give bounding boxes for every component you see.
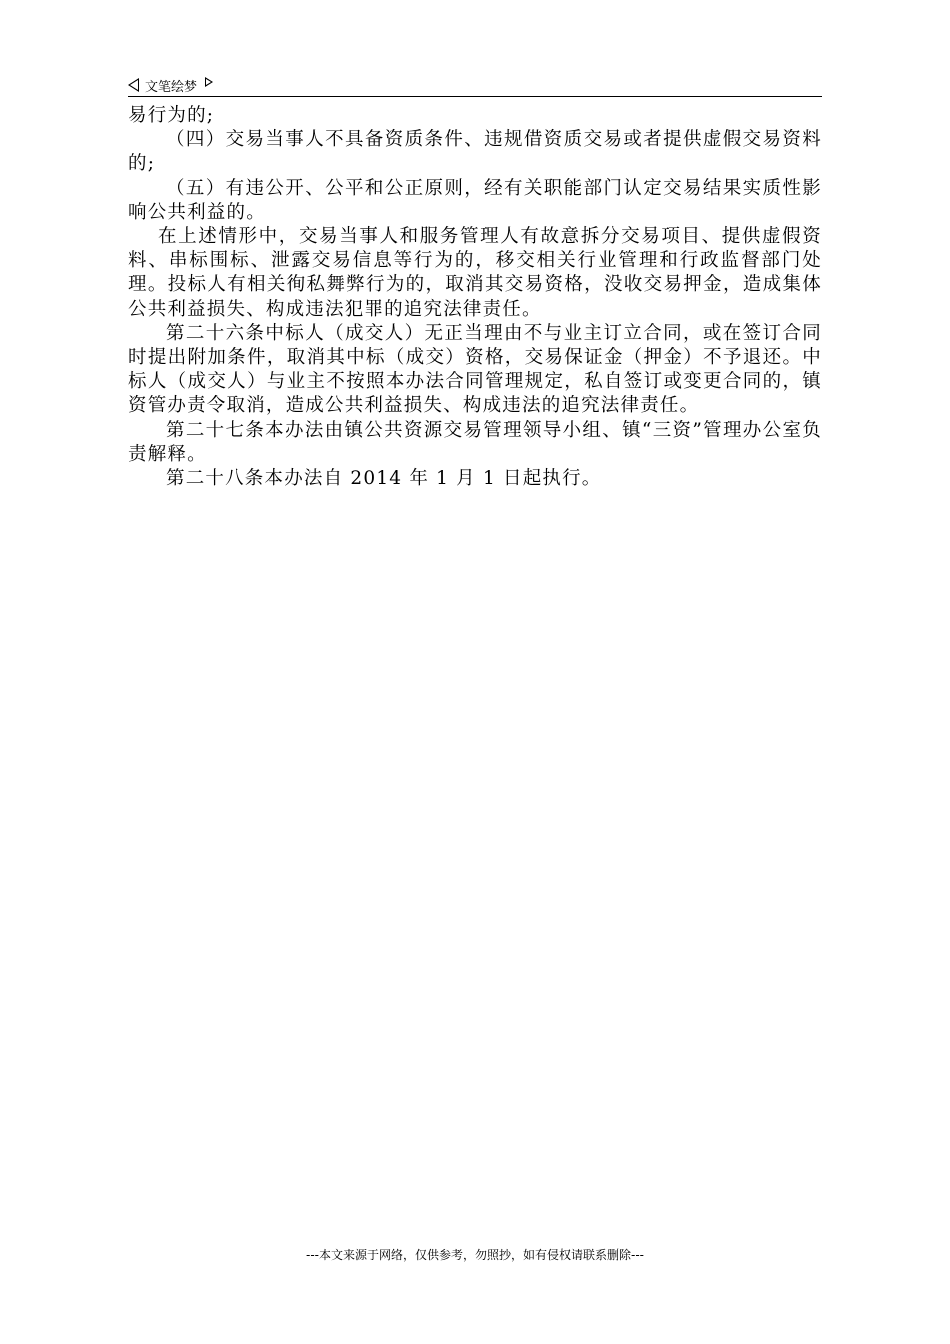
paragraph: 在上述情形中，交易当事人和服务管理人有故意拆分交易项目、提供虚假资料、串标围标、泄露交易信息等行为的，移交相关行业管理和行政监督部门处理。投标人有相关徇私舞弊行为的，取消其交易资格，没收交易押金，造成集体公共利益损失、构成违法犯罪的追究法律责任。 xyxy=(128,226,822,320)
paragraph: 第二十七条本办法由镇公共资源交易管理领导小组、镇“三资”管理办公室负责解释。 xyxy=(128,419,822,465)
document-body xyxy=(128,104,822,491)
page-header xyxy=(128,74,822,97)
triangle-right-icon xyxy=(205,77,213,87)
page-footer: ---本文来源于网络，仅供参考，勿照抄，如有侵权请联系删除--- xyxy=(306,1248,644,1262)
paragraph: 第二十六条中标人（成交人）无正当理由不与业主订立合同，或在签订合同时提出附加条件，取消其中标（成交）资格，交易保证金（押金）不予退还。中标人（成交人）与业主不按照本办法合同管理规定，私自签订或变更合同的，镇资管办责令取消，造成公共利益损失、构成违法的追究法律责任。 xyxy=(128,322,822,417)
paragraph: （五）有违公开、公平和公正原则，经有关职能部门认定交易结果实质性影响公共利益的。 xyxy=(128,177,822,223)
paragraph: 易行为的; xyxy=(128,105,215,126)
triangle-left-icon xyxy=(128,78,139,92)
header-title: 文笔绘梦 xyxy=(145,79,198,95)
paragraph: （四）交易当事人不具备资质条件、违规借资质交易或者提供虚假交易资料的; xyxy=(128,129,822,175)
paragraph: 第二十八条本办法自 2014 年 1 月 1 日起执行。 xyxy=(166,468,602,490)
